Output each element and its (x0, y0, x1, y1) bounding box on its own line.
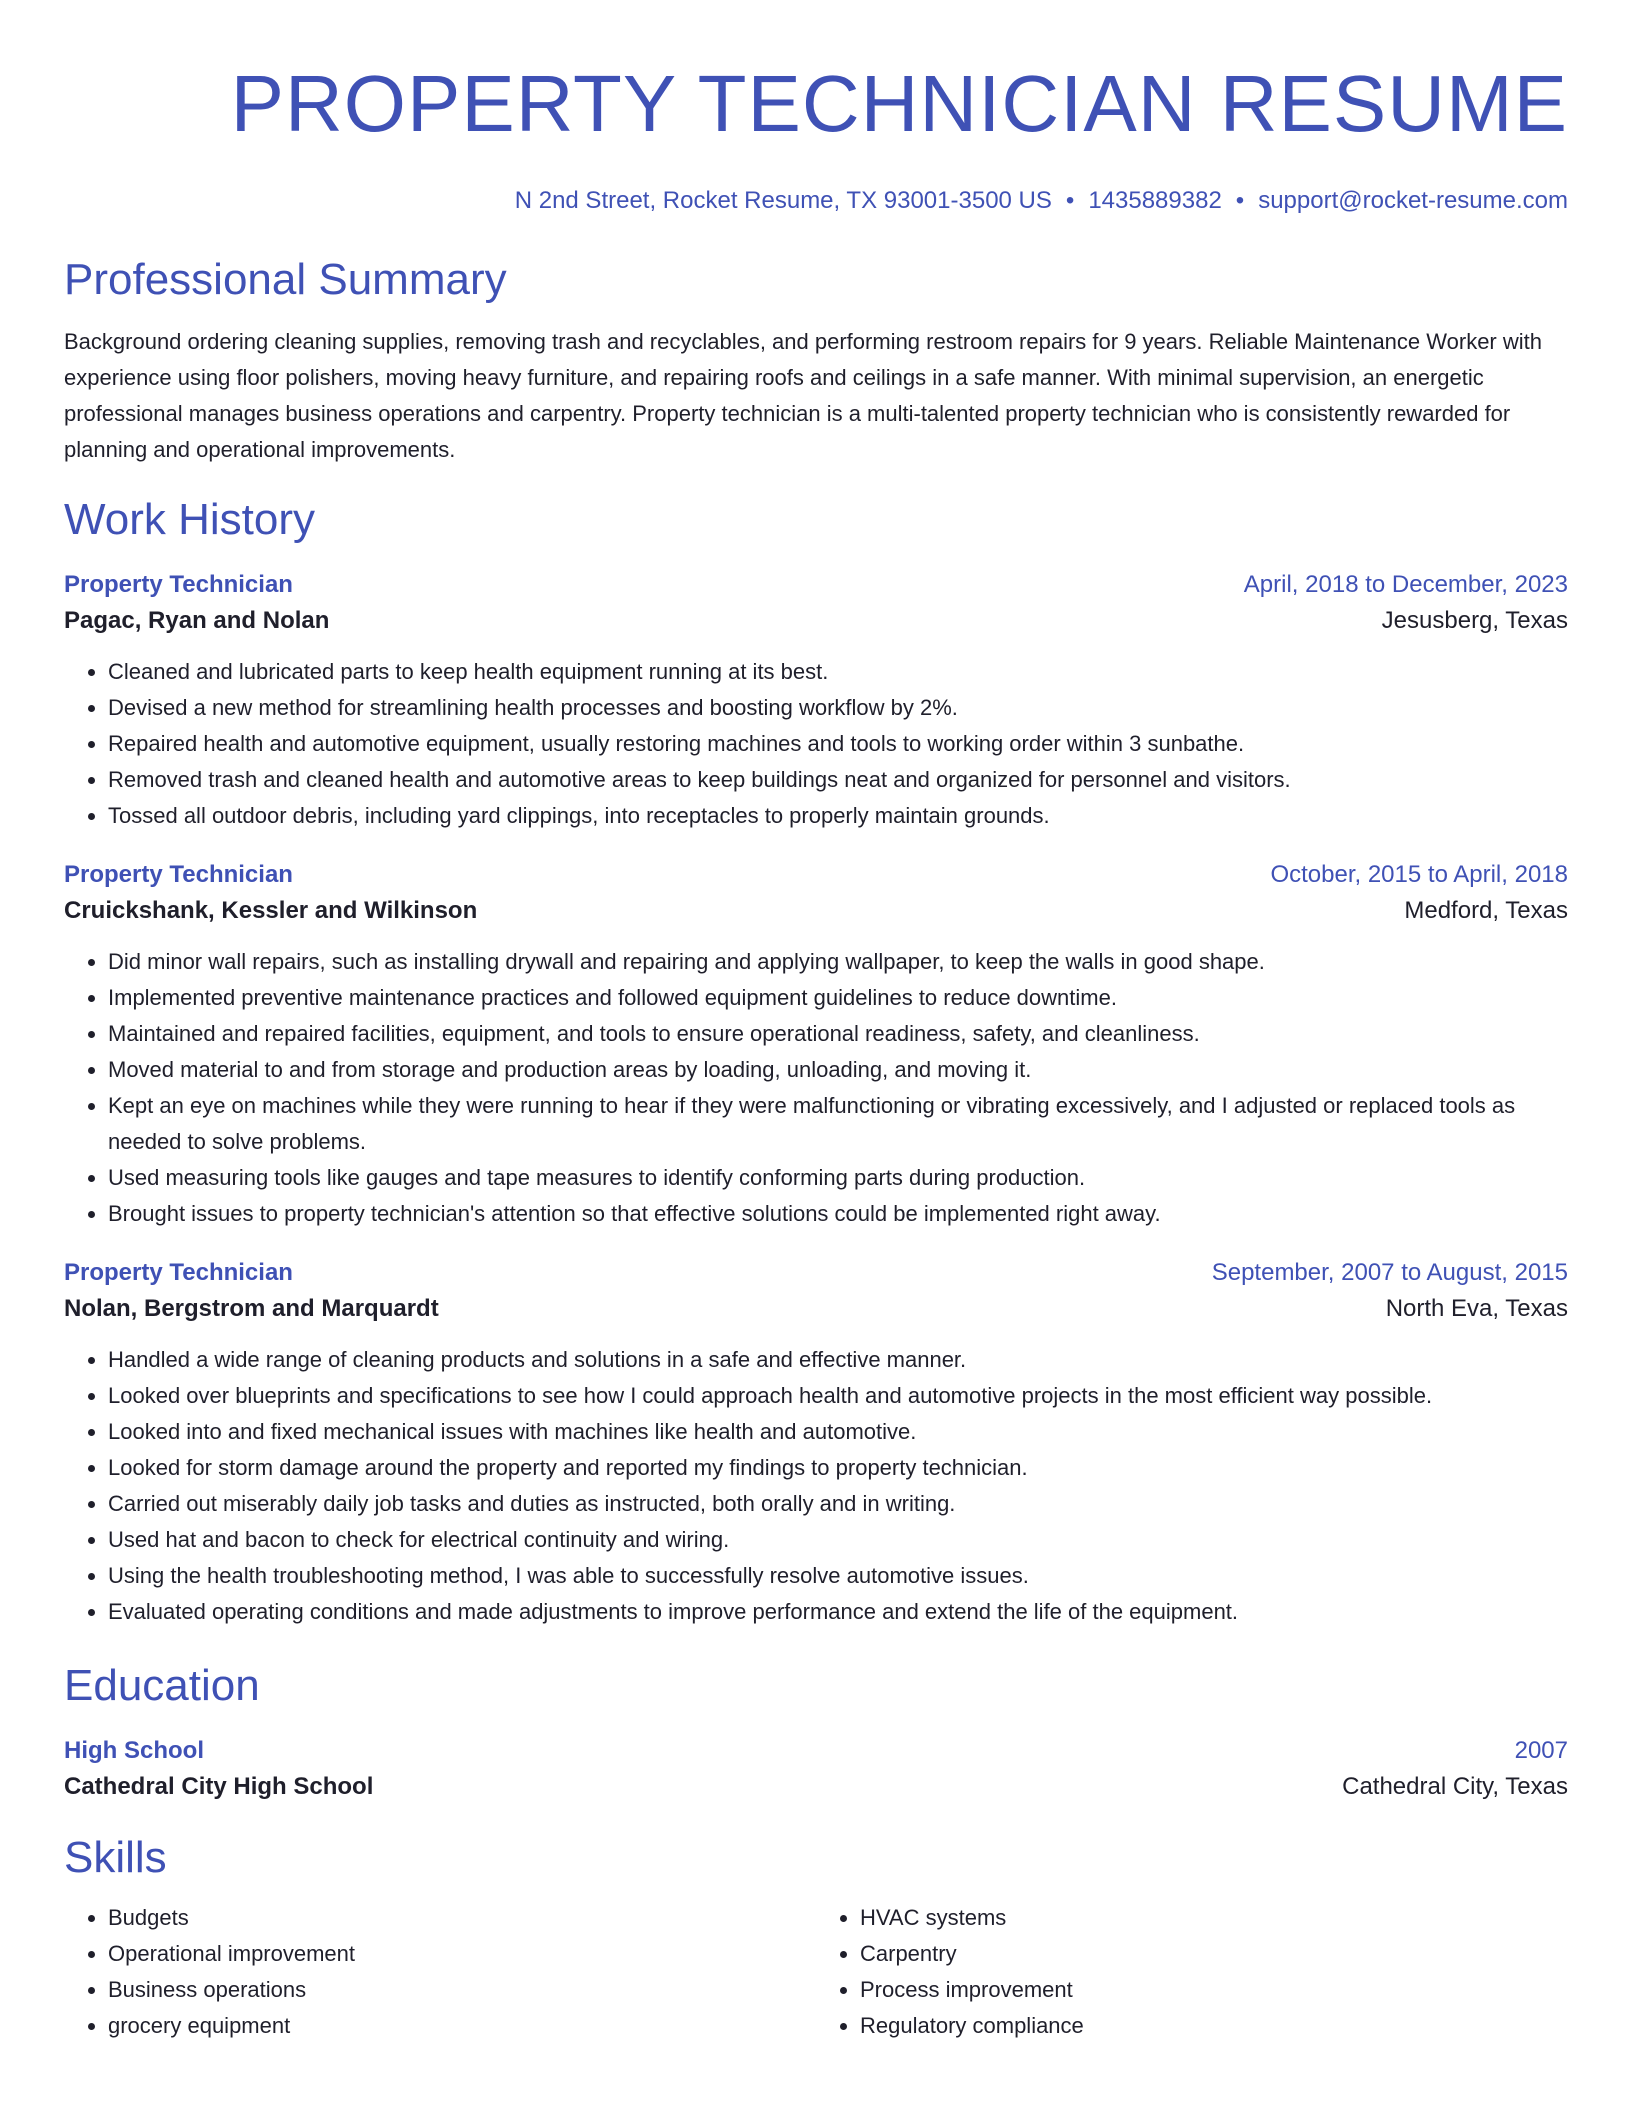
job-company: Nolan, Bergstrom and Marquardt (64, 1295, 439, 1322)
resume-header (64, 56, 1568, 216)
job-title: Property Technician (64, 861, 293, 888)
skill-item: • Carpentry (860, 1936, 1568, 1972)
skill-item: • Regulatory compliance (860, 2008, 1568, 2044)
job-bullet: • Looked for storm damage around the property and reported my findings to property technician. (108, 1450, 1568, 1486)
education-school: Cathedral City High School (64, 1773, 374, 1800)
skills-columns (64, 1900, 1568, 2044)
job-entry (64, 858, 1568, 1232)
job-location: Jesusberg, Texas (1381, 607, 1568, 634)
job-bullet: • Tossed all outdoor debris, including yard clippings, into receptacles to properly maintain grounds. (108, 798, 1568, 834)
skill-item: • Process improvement (860, 1972, 1568, 2008)
job-title: Property Technician (64, 1259, 293, 1286)
education-heading: Education (64, 1661, 260, 1710)
job-bullet: • Carried out miserably daily job tasks and duties as instructed, both orally and in writing. (108, 1486, 1568, 1522)
skill-item: • Operational improvement (108, 1936, 816, 1972)
job-bullet: • Repaired health and automotive equipment, usually restoring machines and tools to working order within 3 sunbathe. (108, 726, 1568, 762)
skill-item: • HVAC systems (860, 1900, 1568, 1936)
job-bullet: • Looked into and fixed mechanical issues with machines like health and automotive. (108, 1414, 1568, 1450)
education-entry (64, 1734, 1568, 1806)
job-entry (64, 1256, 1568, 1630)
job-dates: October, 2015 to April, 2018 (1270, 861, 1568, 888)
job-bullet: • Maintained and repaired facilities, equipment, and tools to ensure operational readiness, safety, and cleanliness. (108, 1016, 1568, 1052)
job-bullet: • Evaluated operating conditions and made adjustments to improve performance and extend the life of the equipment. (108, 1594, 1568, 1630)
job-bullet: • Used hat and bacon to check for electrical continuity and wiring. (108, 1522, 1568, 1558)
skills-list-right (816, 1900, 1568, 2044)
job-bullets (64, 944, 1568, 1232)
summary-text: Background ordering cleaning supplies, removing trash and recyclables, and performing restroom repairs for 9 years. Reliable Maintenance Worker with experience using floor polishers, moving heavy furniture, and repairing roofs and ceilings in a safe manner. With minimal supervision, an energetic professional manages business operations and carpentry. Property technician is a multi-talented property technician who is consistently rewarded for planning and operational improvements. (64, 329, 1542, 462)
job-bullet: • Did minor wall repairs, such as installing drywall and repairing and applying wallpaper, to keep the walls in good shape. (108, 944, 1568, 980)
job-dates: April, 2018 to December, 2023 (1243, 571, 1568, 598)
education-year: 2007 (1514, 1737, 1568, 1764)
skills-list-left (64, 1900, 816, 2044)
skill-item: • Budgets (108, 1900, 816, 1936)
summary-heading: Professional Summary (64, 255, 507, 304)
job-title: Property Technician (64, 571, 293, 598)
contact-line (64, 186, 1568, 216)
job-company: Pagac, Ryan and Nolan (64, 607, 330, 634)
job-bullet: • Kept an eye on machines while they were running to hear if they were malfunctioning or vibrating excessively, and I adjusted or replaced tools as needed to solve problems. (108, 1088, 1568, 1160)
education-location: Cathedral City, Texas (1342, 1773, 1568, 1800)
job-bullet: • Brought issues to property technician's attention so that effective solutions could be implemented right away. (108, 1196, 1568, 1232)
job-bullet: • Removed trash and cleaned health and automotive areas to keep buildings neat and organized for personnel and visitors. (108, 762, 1568, 798)
job-bullet: • Used measuring tools like gauges and tape measures to identify conforming parts during production. (108, 1160, 1568, 1196)
job-location: Medford, Texas (1404, 897, 1568, 924)
work-history-heading: Work History (64, 495, 315, 544)
job-location: North Eva, Texas (1385, 1295, 1568, 1322)
job-bullet: • Cleaned and lubricated parts to keep health equipment running at its best. (108, 654, 1568, 690)
skills-heading: Skills (64, 1833, 167, 1882)
job-dates: September, 2007 to August, 2015 (1211, 1259, 1568, 1286)
skill-item: • grocery equipment (108, 2008, 816, 2044)
resume-title: PROPERTY TECHNICIAN RESUME (230, 59, 1568, 148)
contact-email: support@rocket-resume.com (1258, 187, 1568, 214)
job-bullet: • Devised a new method for streamlining health processes and boosting workflow by 2%. (108, 690, 1568, 726)
contact-phone: 1435889382 (1088, 187, 1222, 214)
contact-separator: • (1235, 187, 1245, 214)
job-bullet: • Using the health troubleshooting method, I was able to successfully resolve automotive issues. (108, 1558, 1568, 1594)
contact-address: N 2nd Street, Rocket Resume, TX 93001-3500 US (514, 187, 1052, 214)
job-bullet: • Handled a wide range of cleaning products and solutions in a safe and effective manner. (108, 1342, 1568, 1378)
job-bullets (64, 1342, 1568, 1630)
skill-item: • Business operations (108, 1972, 816, 2008)
job-company: Cruickshank, Kessler and Wilkinson (64, 897, 478, 924)
job-bullet: • Moved material to and from storage and production areas by loading, unloading, and moving it. (108, 1052, 1568, 1088)
education-degree: High School (64, 1737, 204, 1764)
job-bullet: • Implemented preventive maintenance practices and followed equipment guidelines to reduce downtime. (108, 980, 1568, 1016)
job-bullets (64, 654, 1568, 834)
job-bullet: • Looked over blueprints and specifications to see how I could approach health and automotive projects in the most efficient way possible. (108, 1378, 1568, 1414)
job-entry (64, 568, 1568, 834)
contact-separator: • (1065, 187, 1075, 214)
